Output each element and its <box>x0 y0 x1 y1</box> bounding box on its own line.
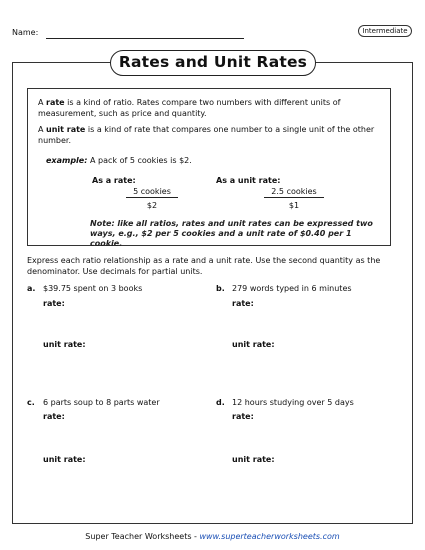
name-label: Name: <box>12 28 39 37</box>
problem-text: 279 words typed in 6 minutes <box>232 284 352 293</box>
footer-link[interactable]: www.superteacherworksheets.com <box>199 532 340 541</box>
rate-answer-label[interactable]: rate: <box>43 299 65 308</box>
rate-def-pre: A <box>38 98 47 107</box>
problem-letter: a. <box>27 284 36 293</box>
footer <box>0 532 425 541</box>
unit-rate-answer-label[interactable]: unit rate: <box>43 455 86 464</box>
unit-rate-answer-label[interactable]: unit rate: <box>43 340 86 349</box>
problem-text: 6 parts soup to 8 parts water <box>43 398 160 407</box>
as-rate-label: As a rate: <box>92 176 136 185</box>
rate-definition <box>38 97 384 119</box>
as-unit-rate-label: As a unit rate: <box>216 176 281 185</box>
unit-numerator: 2.5 cookies <box>264 187 324 198</box>
unit-rate-answer-label[interactable]: unit rate: <box>232 340 275 349</box>
unit-rate-fraction <box>264 187 324 210</box>
footer-brand: Super Teacher Worksheets <box>85 532 192 541</box>
unit-rate-answer-label[interactable]: unit rate: <box>232 455 275 464</box>
problem-text: 12 hours studying over 5 days <box>232 398 354 407</box>
example-text: A pack of 5 cookies is $2. <box>90 156 192 165</box>
problem-letter: c. <box>27 398 35 407</box>
rate-numerator: 5 cookies <box>126 187 178 198</box>
unit-rate-definition <box>38 124 384 146</box>
rate-fraction <box>126 187 178 210</box>
problem-c <box>27 398 207 478</box>
problem-d <box>216 398 396 478</box>
unit-rate-term: unit rate <box>46 125 86 134</box>
unit-denominator: $1 <box>288 201 300 210</box>
unit-def-post: is a kind of rate that compares one number to a single unit of the other number. <box>38 125 375 145</box>
rate-term: rate <box>46 98 65 107</box>
note-text: Note: like all ratios, rates and unit rates can be expressed two ways, e.g., $2 per 5 cookies and a unit rate of $0.40 per 1 cookie. <box>90 219 373 248</box>
definition-box <box>27 88 391 246</box>
unit-def-pre: A <box>38 125 47 134</box>
problem-letter: b. <box>216 284 225 293</box>
rate-answer-label[interactable]: rate: <box>43 412 65 421</box>
problem-letter: d. <box>216 398 225 407</box>
rate-denominator: $2 <box>146 201 158 210</box>
worksheet-title: Rates and Unit Rates <box>110 50 316 76</box>
level-badge: Intermediate <box>358 25 412 37</box>
problem-b <box>216 284 396 364</box>
rate-def-post: is a kind of ratio. Rates compare two numbers with different units of measurement, such as price and quantity. <box>38 98 341 118</box>
instructions: Express each ratio relationship as a rate and a unit rate. Use the second quantity as the denominator. Use decimals for partial units. <box>27 256 381 276</box>
example-label: example: <box>46 156 88 165</box>
rate-answer-label[interactable]: rate: <box>232 299 254 308</box>
problem-a <box>27 284 207 364</box>
rate-answer-label[interactable]: rate: <box>232 412 254 421</box>
problem-text: $39.75 spent on 3 books <box>43 284 143 293</box>
footer-separator: - <box>191 532 200 541</box>
name-write-line[interactable] <box>46 38 244 39</box>
